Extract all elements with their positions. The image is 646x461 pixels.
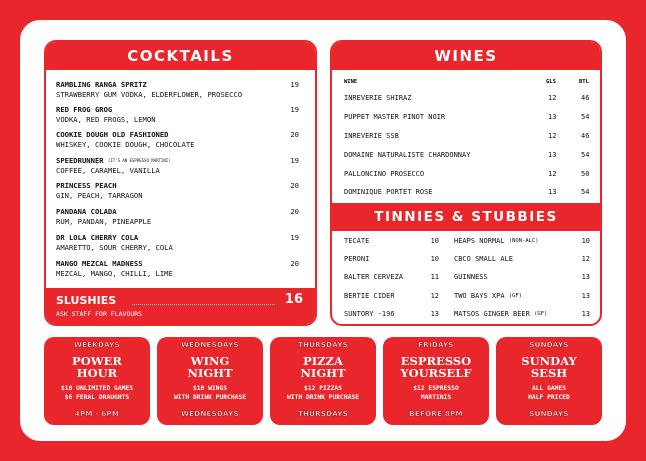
special-desc-line: $12 PIZZAS	[304, 385, 342, 392]
cocktails-heading: COCKTAILS	[46, 42, 315, 70]
tinnie-price: 10	[430, 255, 439, 263]
tinnie-note: (GF)	[508, 293, 523, 299]
tinnie-name: BALTER CERVEZA	[344, 273, 404, 281]
wine-gls: 13	[548, 188, 557, 196]
cocktail-name: DR LOLA CHERRY COLA	[56, 233, 139, 242]
tinnie-price: 10	[430, 237, 439, 245]
tinnie-name: GUINNESS	[454, 273, 488, 281]
tinnie-item	[344, 273, 439, 281]
cocktail-name-row	[56, 156, 299, 166]
wine-btl: 46	[581, 94, 590, 102]
special-title-line: NIGHT	[187, 366, 233, 380]
wine-item	[344, 188, 588, 196]
slushies-leader	[132, 304, 275, 305]
cocktail-name: PANDANA COLADA	[56, 207, 117, 216]
special-title	[496, 355, 602, 379]
special-title-line: ESPRESSO	[400, 354, 472, 368]
cocktail-name: PRINCESS PEACH	[56, 181, 117, 190]
cocktail-name: SPEEDRUNNER	[56, 156, 104, 165]
cocktail-desc: WHISKEY, COOKIE DOUGH, CHOCOLATE	[56, 140, 195, 149]
tinnie-name: BERTIE CIDER	[344, 292, 395, 300]
tinnie-item	[344, 237, 439, 245]
wine-gls: 13	[548, 151, 557, 159]
cocktail-name: RED FROG GROG	[56, 105, 113, 114]
tinnie-price: 10	[581, 237, 590, 245]
wine-btl: 54	[581, 188, 590, 196]
special-desc	[383, 384, 489, 402]
tinnie-price: 13	[581, 292, 590, 300]
special-desc-line: MARTINIS	[420, 394, 452, 401]
cocktail-price: 20	[290, 181, 299, 190]
special-card	[496, 337, 602, 425]
special-title	[383, 355, 489, 379]
special-desc	[44, 384, 150, 402]
special-card	[157, 337, 263, 425]
special-desc-line: ALL GAMES	[531, 385, 567, 392]
special-footer: SUNDAYS	[529, 410, 569, 418]
slushies-bar	[46, 288, 315, 326]
tinnie-price: 13	[430, 310, 439, 318]
cocktail-item	[56, 259, 299, 279]
special-title-line: HOUR	[76, 366, 118, 380]
special-title-line: POWER	[72, 354, 122, 368]
cocktail-desc: AMARETTO, SOUR CHERRY, COLA	[56, 243, 173, 252]
cocktail-desc: RUM, PANDAN, PINEAPPLE	[56, 217, 152, 226]
wine-name: INREVERIE SSB	[344, 132, 399, 140]
tinnies-heading: TINNIES & STUBBIES	[332, 203, 600, 231]
tinnie-price: 12	[430, 292, 439, 300]
tinnie-price: 12	[581, 255, 590, 263]
tinnie-price: 13	[581, 310, 590, 318]
special-desc	[496, 384, 602, 402]
slushies-desc: ASK STAFF FOR FLAVOURS	[56, 310, 143, 318]
tinnie-name: TWO BAYS XPA	[454, 292, 505, 300]
cocktail-name: RAMBLING RANGA SPRITZ	[56, 80, 147, 89]
wine-col-header: WINE	[344, 79, 358, 85]
special-title-line: SUNDAY	[521, 354, 577, 368]
cocktail-item	[56, 181, 299, 201]
cocktail-name: COOKIE DOUGH OLD FASHIONED	[56, 130, 169, 139]
cocktail-desc: MEZCAL, MANGO, CHILLI, LIME	[56, 269, 173, 278]
special-card	[383, 337, 489, 425]
special-day: SUNDAYS	[529, 341, 569, 349]
cocktail-price: 19	[290, 105, 299, 114]
special-desc-line: $6 FERAL DRAUGHTS	[64, 394, 130, 401]
wine-name: PUPPET MASTER PINOT NOIR	[344, 113, 446, 121]
cocktails-panel	[44, 40, 317, 326]
tinnie-note: (GF)	[534, 311, 548, 317]
special-day: WEEKDAYS	[74, 341, 120, 349]
cocktail-desc: VODKA, RED FROGS, LEMON	[56, 115, 156, 124]
wine-item	[344, 94, 588, 102]
wine-item	[344, 151, 588, 159]
cocktail-price: 20	[290, 130, 299, 139]
wine-gls: 12	[548, 94, 557, 102]
cocktail-name: MANGO MEZCAL MADNESS	[56, 259, 143, 268]
special-card	[44, 337, 150, 425]
cocktail-price: 20	[290, 207, 299, 216]
cocktail-price: 20	[290, 259, 299, 268]
wine-item	[344, 132, 588, 140]
special-day: WEDNESDAYS	[181, 341, 239, 349]
cocktail-item	[56, 80, 299, 100]
special-day: THURSDAYS	[297, 341, 349, 349]
wine-name: PALLONCINO PROSECCO	[344, 170, 425, 178]
special-desc-line: $10 WINGS	[192, 385, 228, 392]
cocktail-desc: GIN, PEACH, TARRAGON	[56, 191, 143, 200]
special-desc	[157, 384, 263, 402]
special-desc-line: $10 UNLIMITED GAMES	[60, 385, 134, 392]
wine-item	[344, 170, 588, 178]
special-footer: THURSDAYS	[297, 410, 349, 418]
wines-heading: WINES	[332, 42, 600, 70]
special-desc-line: WITH DRINK PURCHASE	[173, 394, 247, 401]
wine-name: INREVERIE SHIRAZ	[344, 94, 412, 102]
special-card	[270, 337, 376, 425]
cocktail-item	[56, 207, 299, 227]
slushies-price: 16	[284, 292, 303, 307]
gls-col-header: GLS	[546, 79, 556, 85]
wines-panel	[330, 40, 602, 326]
slushies-name: SLUSHIES	[56, 294, 117, 307]
wine-btl: 54	[581, 151, 590, 159]
tinnie-item	[454, 273, 590, 281]
wine-gls: 12	[548, 132, 557, 140]
special-desc-line: $12 ESPRESSO	[413, 385, 459, 392]
wine-btl: 46	[581, 132, 590, 140]
cocktail-item	[56, 105, 299, 125]
wine-name: DOMAINE NATURALISTE CHARDONNAY	[344, 151, 471, 159]
special-footer: 4PM - 6PM	[74, 410, 120, 418]
wine-btl: 54	[581, 113, 590, 121]
wine-gls: 13	[548, 113, 557, 121]
special-title-line: NIGHT	[300, 366, 346, 380]
tinnie-item	[454, 310, 590, 318]
special-title	[270, 355, 376, 379]
btl-col-header: BTL	[579, 79, 589, 85]
tinnie-note: (NON-ALC)	[508, 238, 539, 244]
special-title-line: PIZZA	[303, 354, 343, 368]
cocktail-item	[56, 233, 299, 253]
tinnie-item	[454, 292, 590, 300]
special-desc-line: HALF PRICED	[528, 394, 570, 401]
special-footer: BEFORE 8PM	[409, 410, 463, 418]
cocktail-note: (IT'S AN ESPRESSO MARTINI)	[107, 158, 171, 163]
tinnie-price: 13	[581, 273, 590, 281]
tinnie-price: 11	[430, 273, 439, 281]
tinnie-item	[344, 255, 439, 263]
wine-item	[344, 113, 588, 121]
tinnie-item	[454, 255, 590, 263]
cocktail-price: 19	[290, 80, 299, 89]
cocktail-desc: COFFEE, CARAMEL, VANILLA	[56, 166, 160, 175]
cocktail-item	[56, 130, 299, 150]
tinnie-item	[454, 237, 590, 245]
special-desc	[270, 384, 376, 402]
special-title	[157, 355, 263, 379]
tinnie-name: TECATE	[344, 237, 370, 245]
special-footer: WEDNESDAYS	[181, 410, 239, 418]
special-title	[44, 355, 150, 379]
tinnie-name: HEAPS NORMAL	[454, 237, 505, 245]
tinnie-name: MATSOS GINGER BEER	[454, 310, 530, 318]
cocktail-item	[56, 156, 299, 176]
special-title-line: YOURSELF	[400, 366, 472, 380]
cocktail-desc: STRAWBERRY GUM VODKA, ELDERFLOWER, PROSECCO	[56, 90, 243, 99]
special-desc-line: WITH DRINK PURCHASE	[286, 394, 360, 401]
tinnie-item	[344, 292, 439, 300]
wine-name: DOMINIQUE PORTET ROSE	[344, 188, 433, 196]
special-day: FRIDAYS	[418, 341, 454, 349]
special-title-line: SESH	[530, 366, 568, 380]
cocktail-price: 19	[290, 156, 299, 165]
cocktail-price: 19	[290, 233, 299, 242]
special-title-line: WING	[190, 354, 230, 368]
tinnie-name: CBCO SMALL ALE	[454, 255, 514, 263]
tinnie-name: SUNTORY -196	[344, 310, 395, 318]
tinnie-name: PERONI	[344, 255, 370, 263]
wine-btl: 50	[581, 170, 590, 178]
wine-gls: 12	[548, 170, 557, 178]
tinnie-item	[344, 310, 439, 318]
